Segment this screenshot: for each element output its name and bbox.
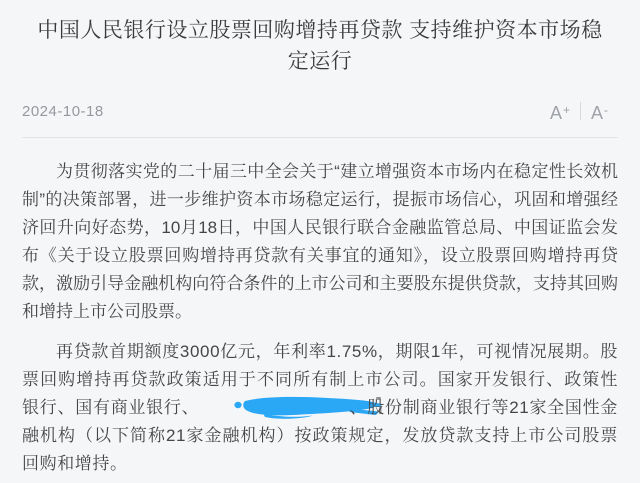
- paragraph-2-text-before: 再贷款首期额度3000亿元，年利率1.75%，期限1年，可视情况展期。股票回购增持再贷款政策适用于不同所有制上市公司。国家开发银行、政策性银行、国有商业银行、: [22, 342, 618, 417]
- font-size-controls: [540, 99, 618, 124]
- paragraph-2-text-after: 、股份制商业银行等21家全国性金融机构（以下简称21家金融机构）按政策规定，发放贷款支持上市公司股票回购和增持。: [22, 398, 619, 473]
- plus-icon: +: [562, 102, 570, 117]
- font-increase-letter: A: [549, 102, 562, 123]
- minus-icon: -: [604, 102, 608, 117]
- redaction-scribble: [199, 394, 349, 420]
- font-increase-button[interactable]: [540, 99, 580, 124]
- paragraph-2: [22, 338, 618, 478]
- font-decrease-letter: A: [590, 102, 603, 123]
- font-decrease-button[interactable]: [581, 99, 618, 124]
- article-body: [22, 138, 618, 478]
- publish-date: 2024-10-18: [22, 102, 104, 120]
- paragraph-1: 为贯彻落实党的二十届三中全会关于“建立增强资本市场内在稳定性长效机制”的决策部署，进一步维护资本市场稳定运行，提振市场信心，巩固和增强经济回升向好态势，10月18日，中国人民银行联合金融监管总局、中国证监会发布《关于设立股票回购增持再贷款有关事宜的通知》，设立股票回购增持再贷款，激励引导金融机构向符合条件的上市公司和主要股东提供贷款，支持其回购和增持上市公司股票。: [22, 162, 618, 321]
- meta-row: [22, 100, 618, 122]
- article-title: 中国人民银行设立股票回购增持再贷款 支持维护资本市场稳定运行: [37, 19, 603, 73]
